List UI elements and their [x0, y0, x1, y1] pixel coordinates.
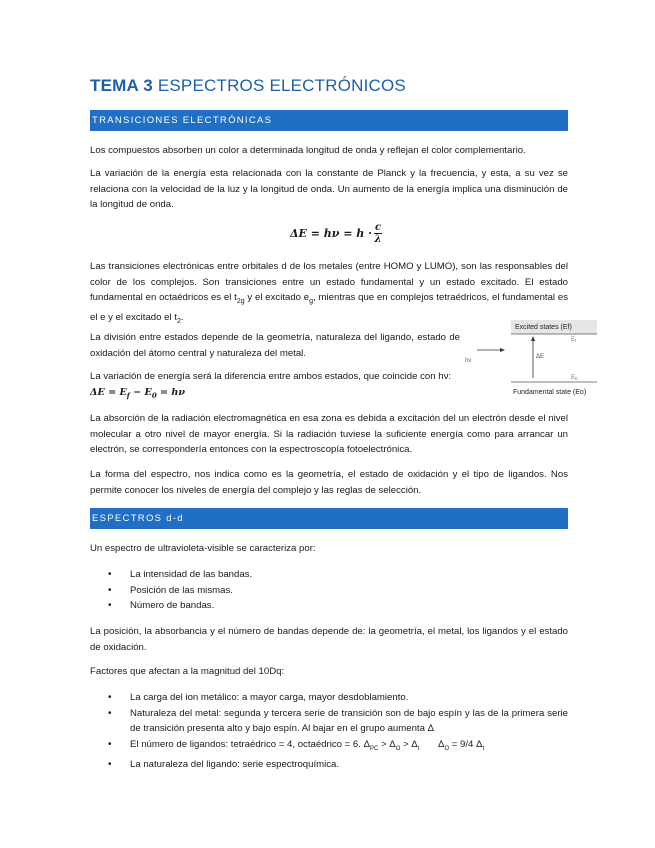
list-item: • El número de ligandos: tetraédrico = 4, octaédrico = 6. $\Delta_{PC} > \Delta_O > \Delta_t$ $\Delta_O = 9/4$ $\Delta_t$: [90, 737, 568, 758]
list-item: • La carga del ion metálico: a mayor carga, mayor desdoblamiento.: [90, 690, 568, 706]
section-header-transiciones: TRANSICIONES ELECTRÓNICAS: [90, 110, 568, 131]
title-bold: TEMA 3: [90, 76, 153, 95]
list-caracteristicas: [90, 567, 568, 614]
paragraph-transiciones: [90, 259, 568, 329]
p3-sub-g: g: [309, 298, 314, 306]
p3-sub-2: 2: [176, 317, 181, 325]
formula-lhs: ΔE = hν = h ·: [290, 227, 372, 240]
p3-text-a: Las transiciones electrónicas entre orbitales d de los metales (entre HOMO y LUMO), son las responsables del color de los complejos. Son transiciones entre un estado fundamental y un estado excitado. El estado fundamental en octaédricos es el t: [90, 261, 568, 304]
list-item: • La intensidad de las bandas.: [90, 567, 568, 583]
hv-arrowhead: [500, 348, 505, 352]
p3-text-b: y el excitado e: [244, 292, 310, 304]
hv-label: hν: [465, 358, 472, 364]
paragraph-uv-visible: Un espectro de ultravioleta-visible se caracteriza por:: [90, 543, 316, 554]
paragraph-variacion: [90, 369, 460, 403]
section-header-espectros-dd: ESPECTROS d-d: [90, 508, 568, 529]
energy-diagram: [463, 320, 599, 400]
list-item: • Número de bandas.: [90, 598, 568, 614]
variacion-equation: $\Delta E = E_f - E_0 = h\nu$: [90, 386, 186, 400]
paragraph-posicion: La posición, la absorbancia y el número de bandas depende de: la geometría, el metal, los ligandos y el estado de oxidación.: [90, 626, 568, 653]
planck-formula: [290, 222, 382, 245]
list-item-text: Naturaleza del metal: segunda y tercera serie de transición son de bajo espín y las de la primera serie de transición presenta alto y bajo espín. Al bajar en el grupo aumenta Δ: [130, 707, 568, 735]
list-item: • Posición de las mismas.: [90, 583, 568, 599]
page-title: [90, 76, 406, 96]
paragraph-division: La división entre estados depende de la geometría, naturaleza del ligando, estado de oxidación del átomo central y naturaleza del metal.: [90, 332, 460, 359]
title-rest: ESPECTROS ELECTRÓNICOS: [157, 76, 406, 95]
list-factores: [90, 690, 568, 773]
p3-text-d: .: [180, 311, 184, 323]
excited-label: Excited states (Ef): [515, 324, 572, 331]
ef-label: Ef: [571, 337, 577, 343]
formula-denominator: λ: [374, 234, 382, 245]
paragraph-absorcion-radiacion: La absorción de la radiación electromagnética en esa zona es debida a excitación del un electrón desde el nivel molecular a otro nivel de mayor energía. Si la radiación tuviese la suficiente energía como para arrancar un electrón, se correspondería entonces con la espectroscopía fotoelectrónica.: [90, 413, 568, 456]
p3-sub-2g: 2g: [236, 298, 245, 306]
p3-text-c: , mientras que en complejos tetraédricos, el fundamental es el e y el excitado el t: [90, 292, 568, 323]
variacion-text: La variación de energía será la diferencia entre ambos estados, que coincide con hν:: [90, 371, 452, 382]
paragraph-absorcion: Los compuestos absorben un color a determinada longitud de onda y reflejan el color complementario.: [90, 145, 526, 156]
delta-e-arrowhead: [531, 336, 535, 341]
e0-label: E0: [571, 375, 578, 381]
fundamental-label: Fundamental state (Eo): [513, 389, 587, 396]
delta-e-label: ΔE: [536, 354, 545, 360]
formula-numerator: c: [374, 222, 382, 233]
paragraph-forma-espectro: La forma del espectro, nos indica como es la geometría, el estado de oxidación y el tipo de ligandos. Nos permite conocer los niveles de energía del complejo y las reglas de selección.: [90, 469, 568, 496]
paragraph-energia: La variación de la energía esta relacionada con la constante de Planck y la frecuencia, y esta, a su vez se relaciona con la velocidad de la luz y la longitud de onda. Un aumento de la energía implica una disminución de la longitud de onda.: [90, 168, 568, 211]
paragraph-factores: Factores que afectan a la magnitud del 10Dq:: [90, 666, 285, 677]
list-item: [90, 706, 568, 737]
formula-fraction: [374, 222, 382, 245]
list-item: • La naturaleza del ligando: serie espectroquímica.: [90, 757, 568, 773]
